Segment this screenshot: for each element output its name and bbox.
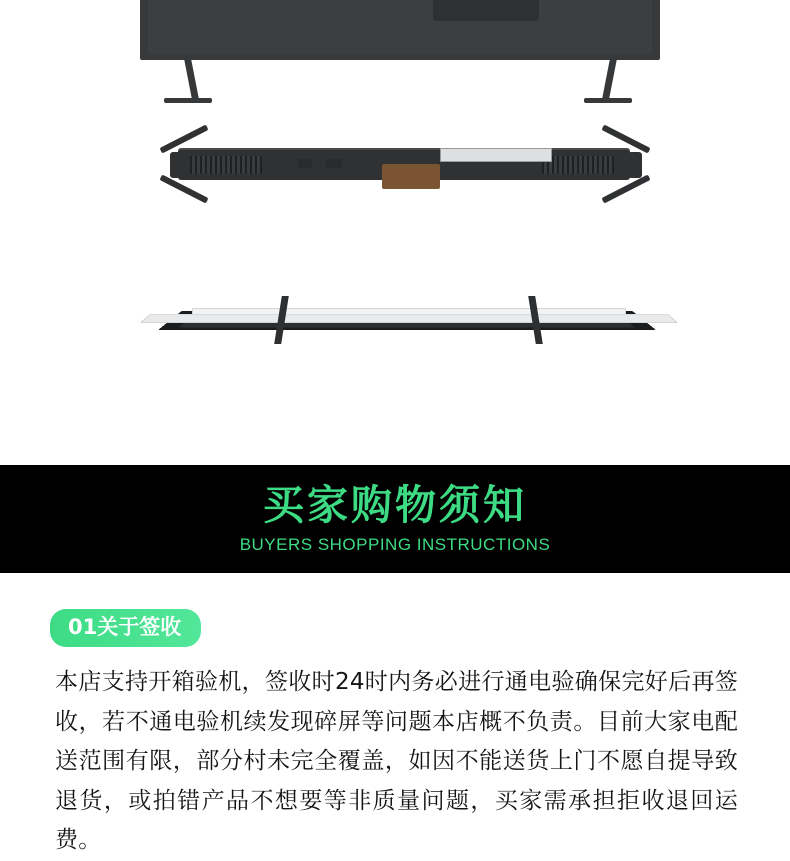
tv-stand-leg-left (184, 56, 200, 102)
io-panel-strip (440, 148, 552, 162)
buyers-instructions-banner (0, 465, 790, 573)
instructions-section (0, 573, 790, 861)
connector-port-icon (326, 159, 342, 168)
tv-rear-view-figure (140, 0, 660, 103)
tv-base-plate (140, 314, 678, 323)
tv-stand-foot-right (584, 98, 632, 103)
tv-rear-panel (140, 0, 660, 60)
tv-stand-foot-left (164, 98, 212, 103)
connector-port-icon (298, 159, 312, 168)
speaker-grill-left-icon (190, 156, 262, 174)
stand-hub-right (628, 152, 642, 178)
section-body-text-01: 本店支持开箱验机，签收时24时内务必进行通电验确保完好后再签收，若不通电验机续发现碎屏等问题本店概不负责。目前大家电配送范围有限，部分村未完全覆盖，如因不能送货上门不愿自提导致退货，或拍错产品不想要等非质量问题，买家需承担拒收退回运费。 (55, 669, 738, 854)
tv-rear-panel-inner (148, 0, 652, 54)
banner-subtitle: BUYERS SHOPPING INSTRUCTIONS (239, 535, 551, 555)
tv-top-down-view-figure (150, 122, 660, 237)
tv-stand-leg-right (602, 56, 618, 102)
speaker-grill-right-icon (542, 156, 614, 174)
product-label-plate (382, 164, 440, 189)
banner-title: 买家购物须知 (263, 480, 527, 529)
vesa-mount-plate (433, 0, 539, 21)
tv-front-perspective-figure (150, 278, 666, 363)
section-pill-01: 01关于签收 (50, 609, 201, 647)
